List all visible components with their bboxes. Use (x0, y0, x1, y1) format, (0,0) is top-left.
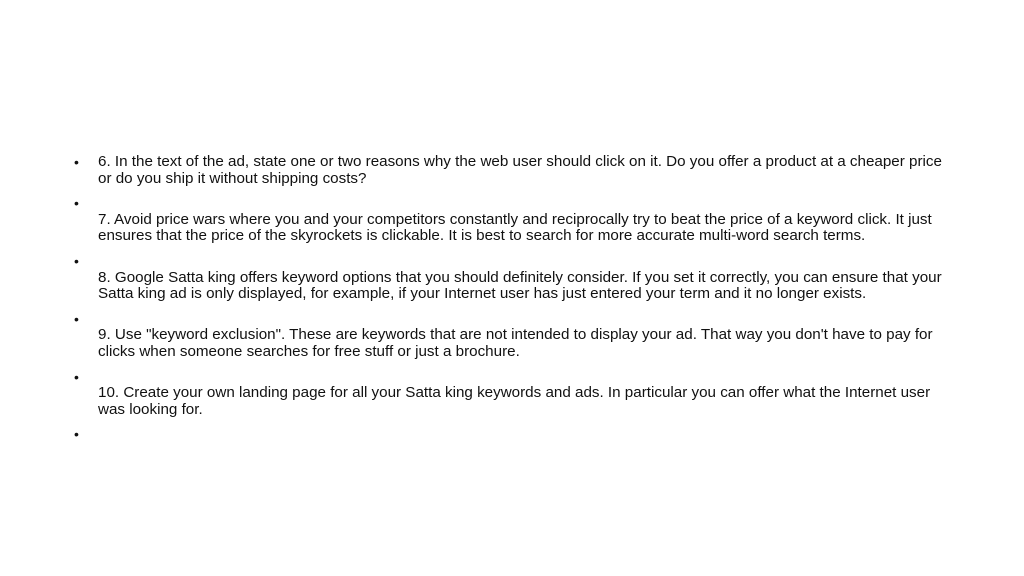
list-item-text: 10. Create your own landing page for all your Satta king keywords and ads. In particular you can offer what the Internet user was looking for. (98, 384, 931, 418)
list-item-text: 7. Avoid price wars where you and your competitors constantly and reciprocally try to beat the price of a keyword click. It just ensures that the price of the skyrockets is clickable. It is best to search for more accurate multi-word search terms. (98, 210, 932, 245)
list-item-text: 9. Use "keyword exclusion". These are keywords that are not intended to display your ad. That way you don't have to pay for clicks when someone searches for free stuff or just a brochure. (98, 326, 933, 360)
empty-line (98, 311, 954, 328)
list-item-9 (74, 311, 954, 361)
list-item-10 (74, 369, 954, 419)
list-item-7 (74, 195, 954, 245)
empty-line (98, 369, 954, 386)
list-item-8 (74, 253, 954, 303)
bullet-dot-icon: • (74, 310, 79, 327)
bullet-dot-icon: • (74, 368, 79, 385)
bullet-list (74, 154, 954, 451)
empty-line (98, 195, 954, 212)
list-item-empty (74, 426, 954, 443)
empty-line (98, 253, 954, 270)
bullet-dot-icon: • (74, 252, 79, 269)
bullet-dot-icon: • (74, 195, 79, 212)
list-item-text: 6. In the text of the ad, state one or two reasons why the web user should click on it. Do you offer a product at a cheaper price or do you ship it without shipping costs? (98, 153, 942, 187)
bullet-dot-icon: • (74, 426, 79, 443)
bullet-dot-icon: • (74, 154, 79, 170)
empty-line (98, 426, 954, 443)
list-item-text: 8. Google Satta king offers keyword options that you should definitely consider. If you set it correctly, you can ensure that your Satta king ad is only displayed, for example, if your Internet user has just entered your term and it no longer exists. (98, 268, 942, 303)
list-item-6 (74, 154, 954, 187)
